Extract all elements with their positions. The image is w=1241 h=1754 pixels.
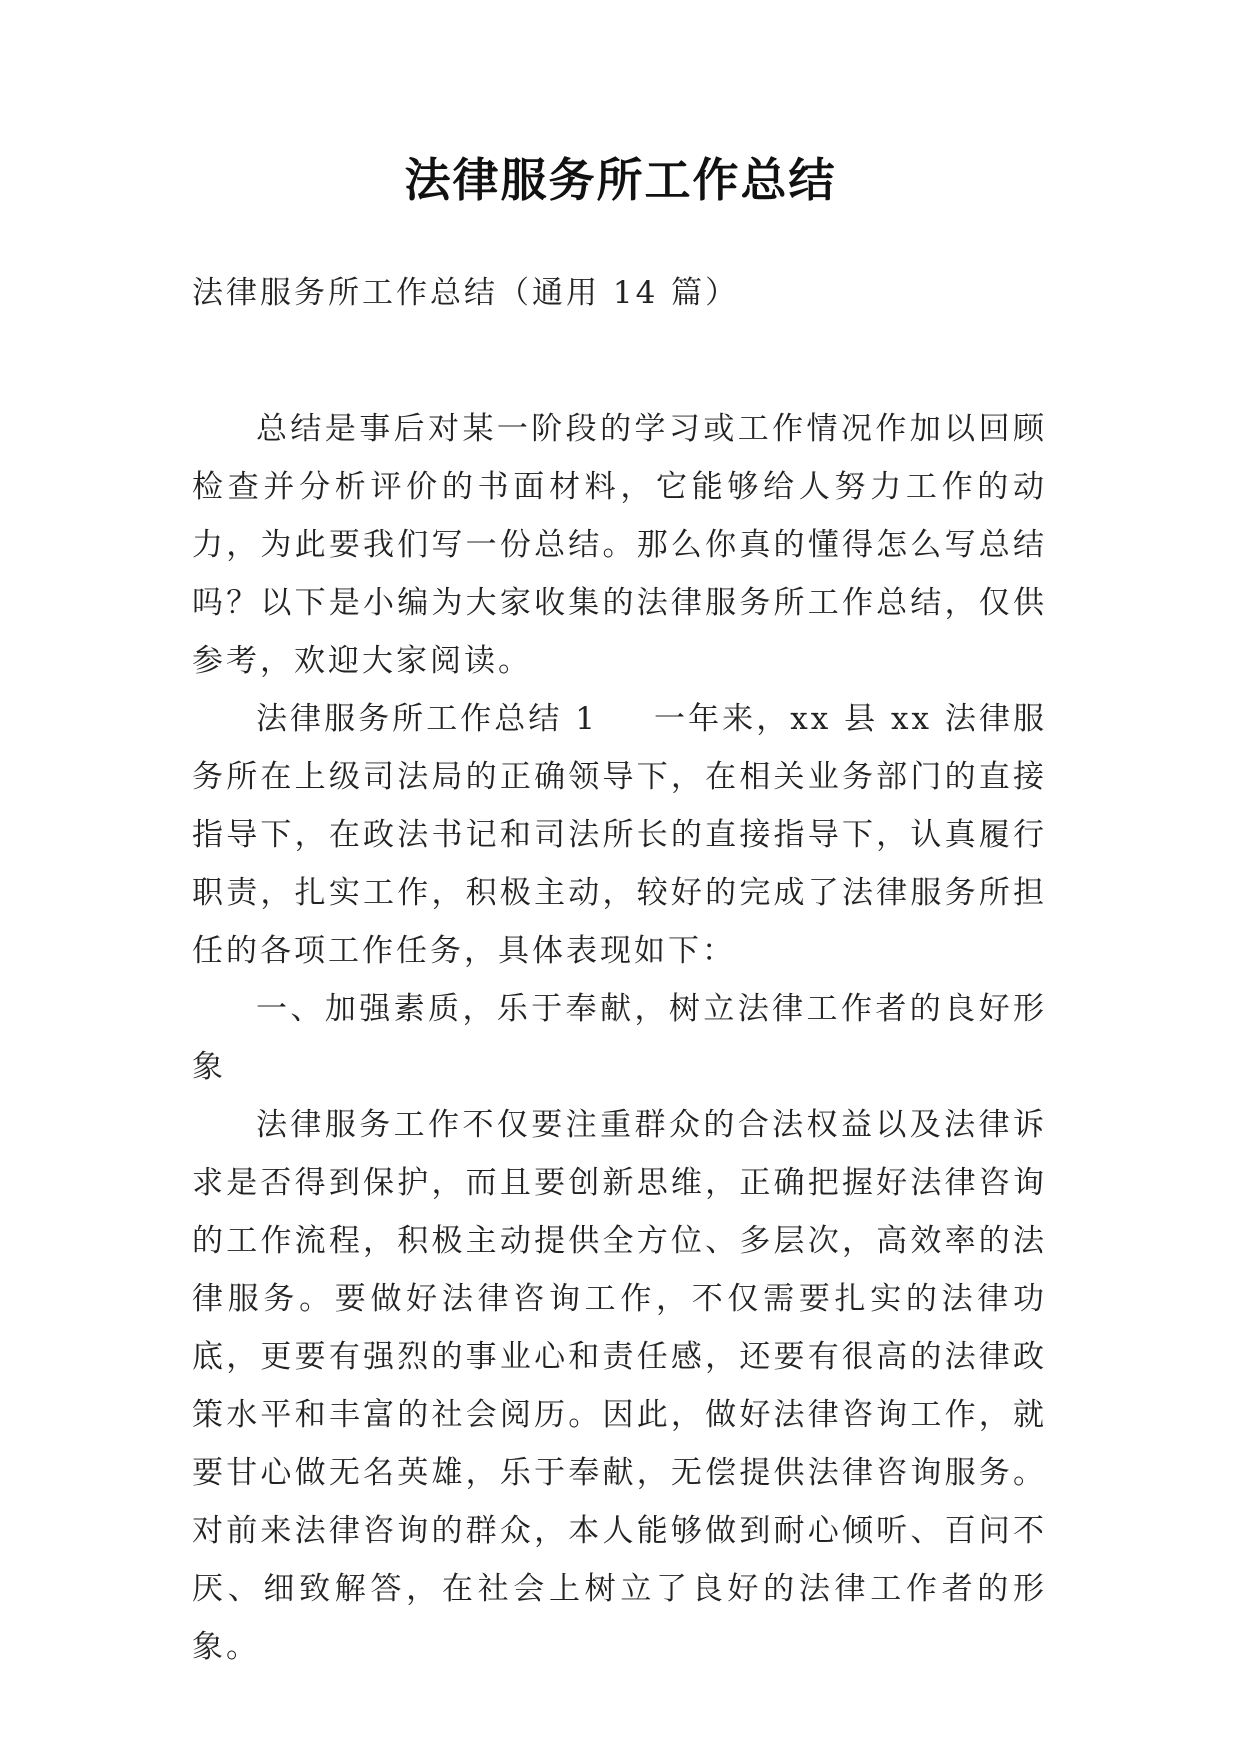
section-1-paragraph [192,690,1047,980]
document-body [192,400,1047,1676]
section-1-heading: 法律服务所工作总结 1 [256,701,599,737]
section-1-text: 一年来，xx 县 xx 法律服务所在上级司法局的正确领导下，在相关业务部门的直接指导下，在政法书记和司法所长的直接指导下，认真履行职责，扎实工作，积极主动，较好的完成了法律服务所担任的各项工作任务，具体表现如下： [192,701,1047,969]
point-1-paragraph: 法律服务工作不仅要注重群众的合法权益以及法律诉求是否得到保护，而且要创新思维，正确把握好法律咨询的工作流程，积极主动提供全方位、多层次，高效率的法律服务。要做好法律咨询工作，不仅需要扎实的法律功底，更要有强烈的事业心和责任感，还要有很高的法律政策水平和丰富的社会阅历。因此，做好法律咨询工作，就要甘心做无名英雄，乐于奉献，无偿提供法律咨询服务。对前来法律咨询的群众，本人能够做到耐心倾听、百问不厌、细致解答，在社会上树立了良好的法律工作者的形象。 [192,1107,1047,1665]
document-subtitle: 法律服务所工作总结（通用 14 篇） [192,275,740,311]
document-title: 法律服务所工作总结 [404,153,837,207]
intro-paragraph: 总结是事后对某一阶段的学习或工作情况作加以回顾检查并分析评价的书面材料，它能够给人努力工作的动力，为此要我们写一份总结。那么你真的懂得怎么写总结吗？以下是小编为大家收集的法律服务所工作总结，仅供参考，欢迎大家阅读。 [192,411,1047,679]
point-1-heading: 一、加强素质，乐于奉献，树立法律工作者的良好形象 [192,991,1047,1085]
